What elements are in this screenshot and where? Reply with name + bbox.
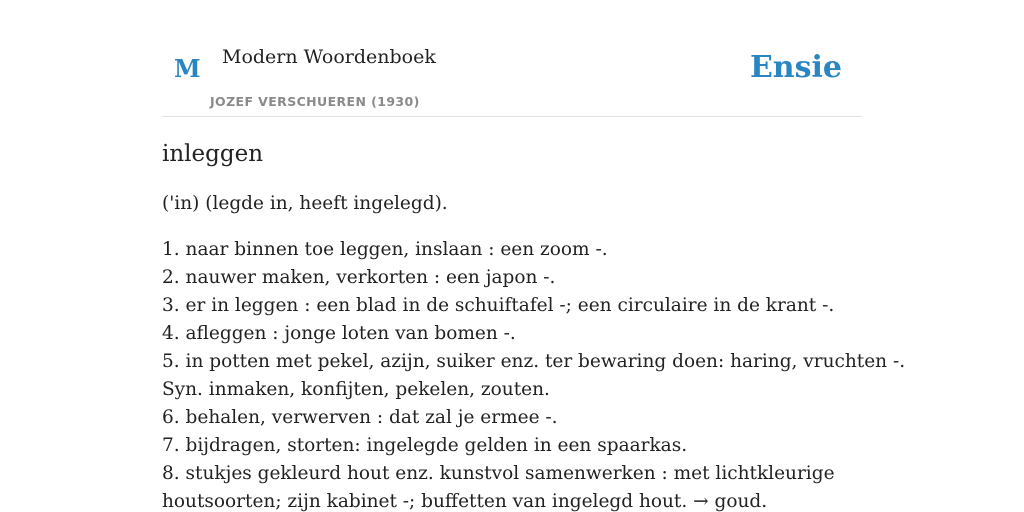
definition-line: 6. behalen, verwerven : dat zal je ermee -.	[162, 407, 558, 428]
dictionary-title[interactable]: Modern Woordenboek	[222, 46, 436, 68]
definition-line: 2. nauwer maken, verkorten : een japon -.	[162, 267, 556, 288]
entry-definitions	[162, 236, 906, 512]
definition-line: 7. bijdragen, storten: ingelegde gelden in een spaarkas.	[162, 435, 688, 456]
definition-line: 5. in potten met pekel, azijn, suiker enz. ter bewaring doen: haring, vruchten -.	[162, 351, 906, 372]
dictionary-logo[interactable]: M	[174, 54, 201, 83]
ensie-logo[interactable]: Ensie	[749, 50, 842, 85]
definition-line: 1. naar binnen toe leggen, inslaan : een zoom -.	[162, 239, 608, 260]
dictionary-header	[162, 0, 862, 117]
definition-line: 3. er in leggen : een blad in de schuiftafel -; een circulaire in de krant -.	[162, 295, 835, 316]
synonyms-line: Syn. inmaken, konfijten, pekelen, zouten.	[162, 379, 550, 400]
definition-line: 4. afleggen : jonge loten van bomen -.	[162, 323, 516, 344]
entry-pronunciation: ('in) (legde in, heeft ingelegd).	[162, 193, 448, 214]
definition-line-continuation: houtsoorten; zijn kabinet -; buffetten van ingelegd hout. → goud.	[162, 491, 768, 512]
entry-content	[162, 138, 906, 512]
dictionary-author: JOZEF VERSCHUEREN (1930)	[210, 94, 420, 109]
definition-line: 8. stukjes gekleurd hout enz. kunstvol samenwerken : met lichtkleurige	[162, 463, 835, 484]
entry-headword: inleggen	[162, 141, 264, 167]
